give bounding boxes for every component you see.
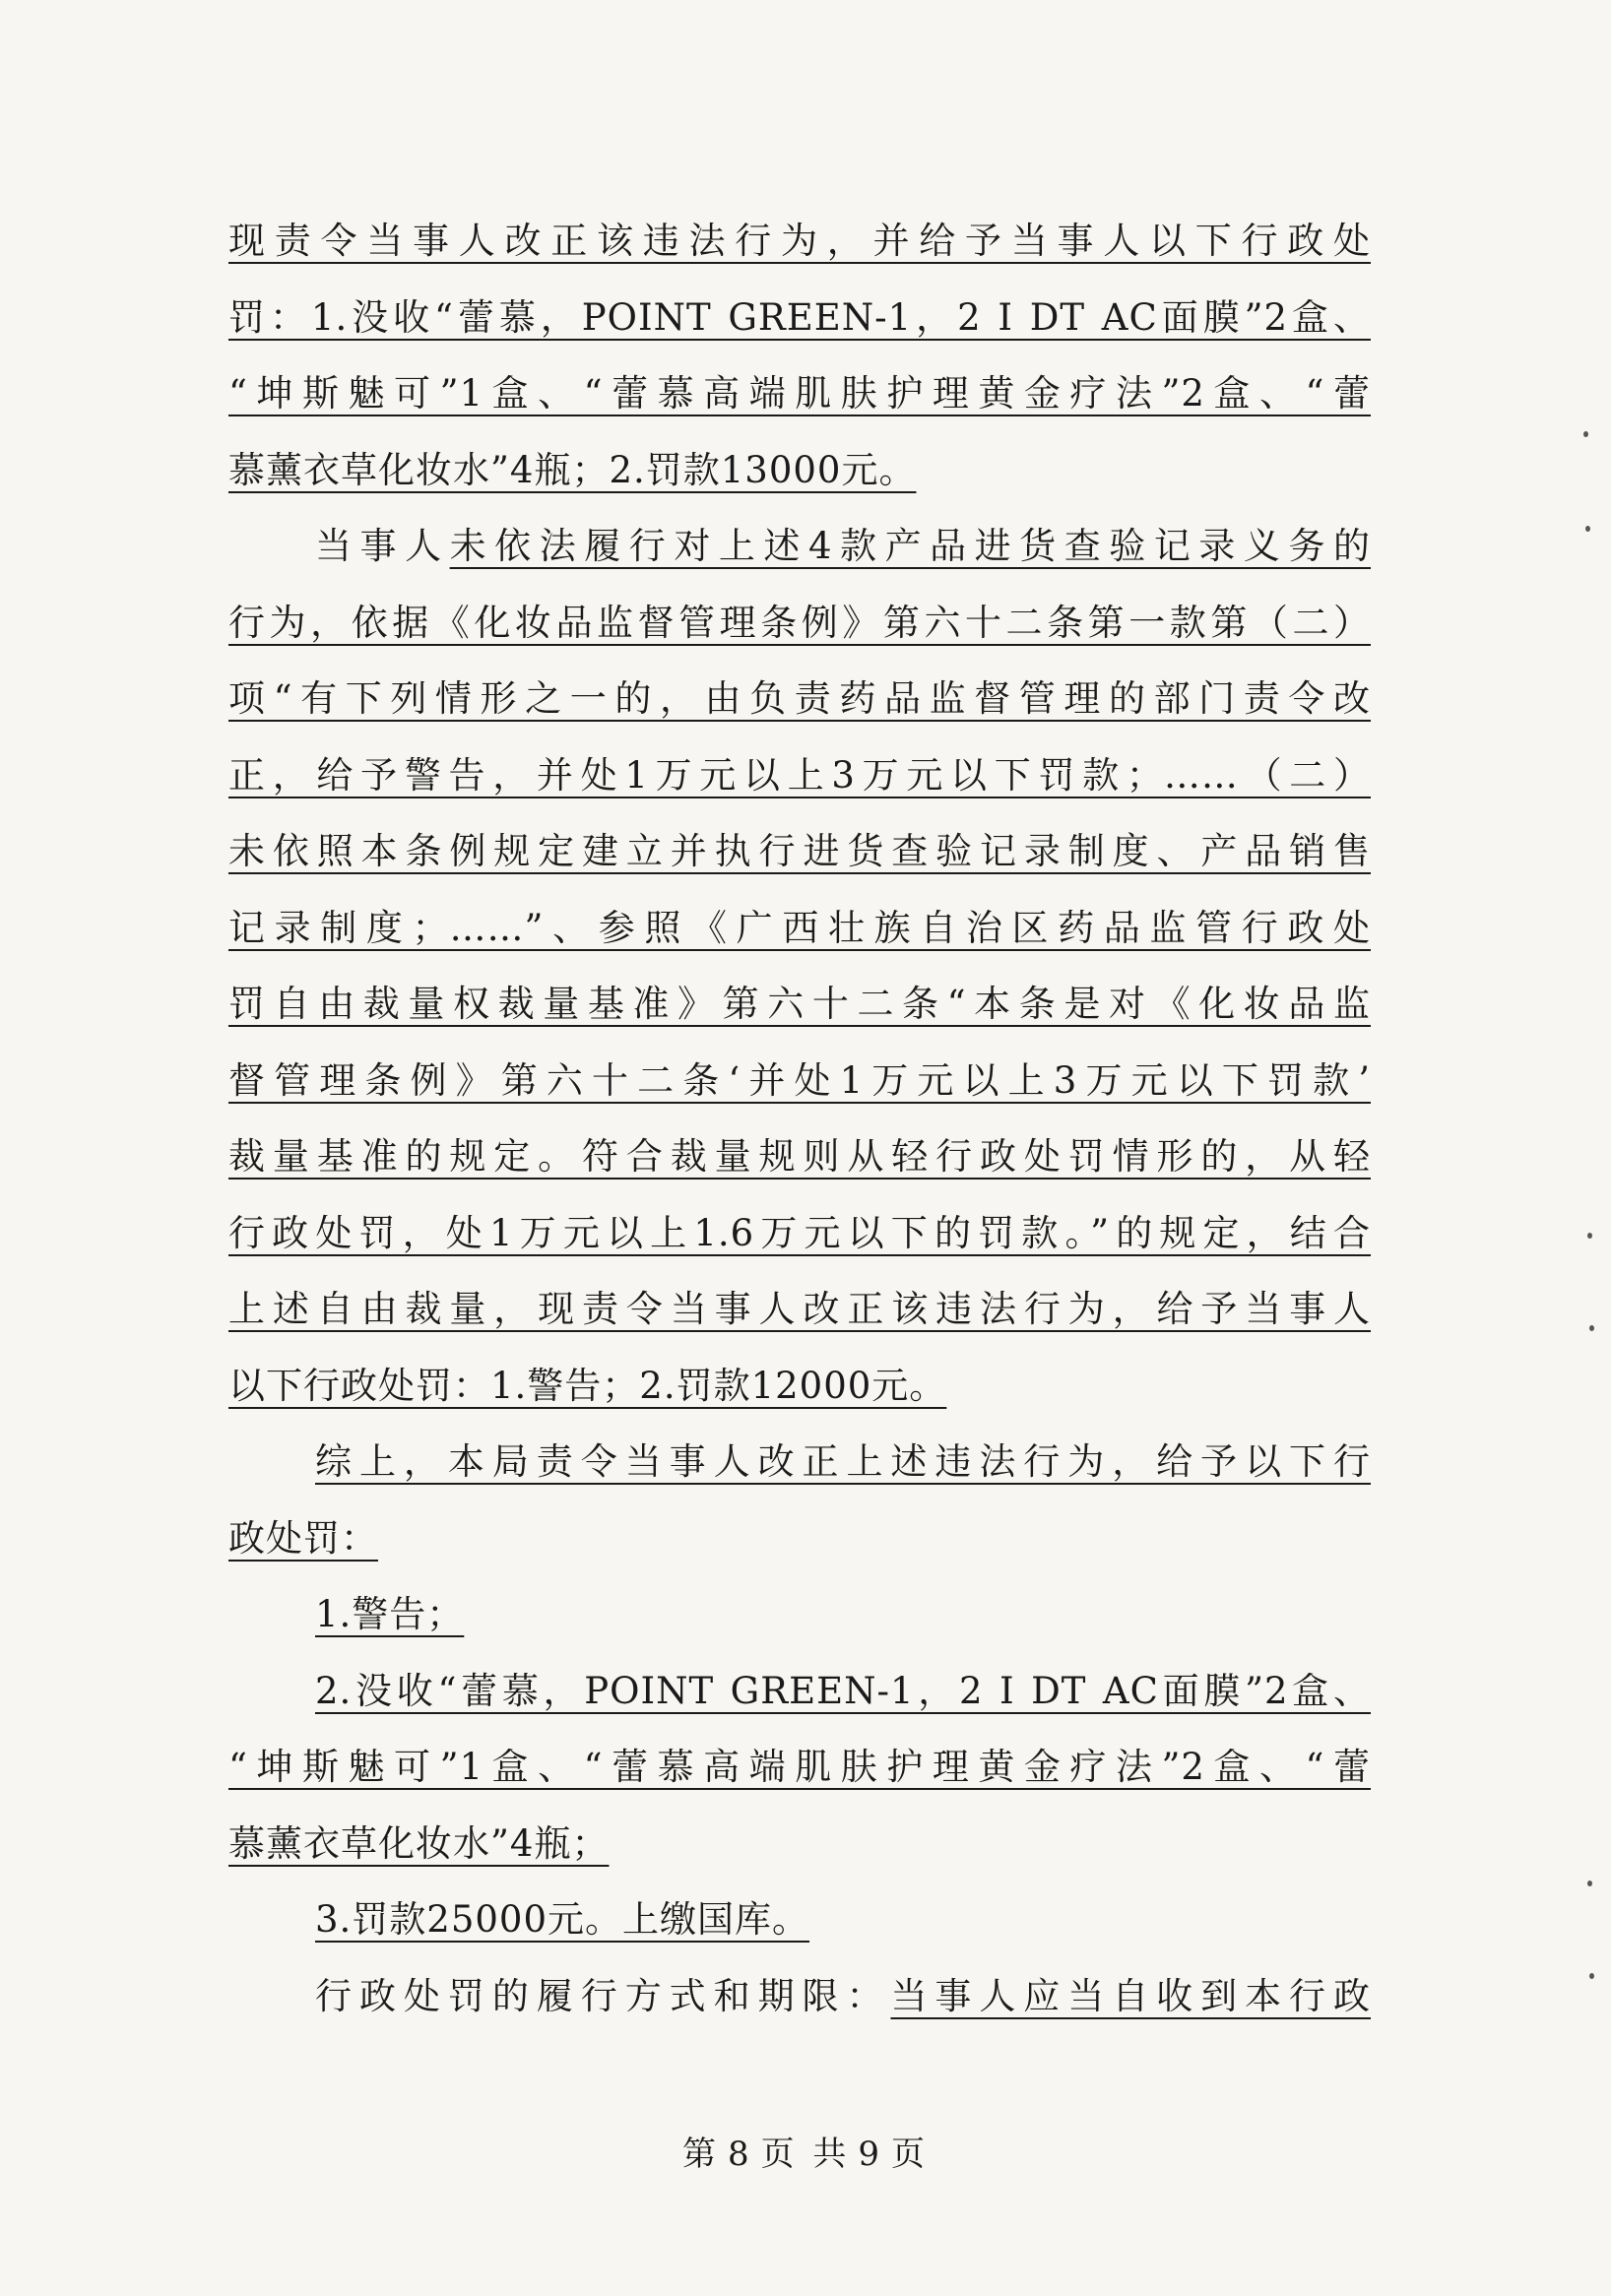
text-line-content: 现责令当事人改正该违法行为，并给予当事人以下行政处 [228, 220, 1371, 262]
text-line-content: 记录制度；……”、参照《广西壮族自治区药品监管行政处 [228, 906, 1371, 949]
text-line [228, 1195, 1371, 1272]
text-line [228, 1653, 1371, 1730]
text-line-content: 罚自由裁量权裁量基准》第六十二条“本条是对《化妆品监 [228, 983, 1371, 1025]
text-line [228, 813, 1371, 890]
text-line-prefix: 行政处罚的履行方式和期限： [315, 1974, 891, 2017]
text-line-content: 以下行政处罚：1.警告；2.罚款12000元。 [228, 1364, 947, 1407]
page-label-mid: 页 共 [760, 2135, 851, 2174]
page-label-prefix: 第 [681, 2135, 720, 2174]
text-line [228, 737, 1371, 814]
text-line-content: 督管理条例》第六十二条‘并处1万元以上3万元以下罚款’ [228, 1058, 1371, 1102]
text-line [228, 280, 1371, 356]
text-line [228, 1576, 1371, 1653]
page-label-suffix: 页 [891, 2135, 930, 2174]
document-body [228, 203, 1371, 2034]
text-line-content: 未依法履行对上述4款产品进货查验记录义务的 [449, 525, 1371, 567]
text-line-prefix: 当事人 [315, 525, 450, 567]
text-line-content: 慕薰衣草化妆水”4瓶；2.罚款13000元。 [228, 448, 917, 491]
text-line-content: 2.没收“蕾慕，POINT GREEN-1，2 I DT AC面膜”2盒、 [315, 1669, 1371, 1712]
text-line [228, 1881, 1371, 1958]
text-line-content: 项“有下列情形之一的，由负责药品监督管理的部门责令改 [228, 677, 1371, 720]
page-footer [0, 2127, 1611, 2175]
text-line [228, 661, 1371, 737]
text-line [228, 1271, 1371, 1348]
text-line-content: 未依照本条例规定建立并执行进货查验记录制度、产品销售 [228, 830, 1371, 872]
scan-speck [1585, 526, 1590, 532]
text-line [228, 355, 1371, 432]
current-page-number: 8 [727, 2135, 753, 2174]
scan-speck [1587, 1233, 1592, 1239]
text-line-content: “坤斯魅可”1盒、“蕾慕高端肌肤护理黄金疗法”2盒、“蕾 [228, 1746, 1371, 1788]
text-line-content: 1.警告； [315, 1593, 465, 1635]
text-line [228, 1729, 1371, 1806]
text-line-content: 正，给予警告，并处1万元以上3万元以下罚款；……（二） [228, 753, 1371, 797]
scan-speck [1589, 1973, 1594, 1979]
text-line-content: 3.罚款25000元。上缴国库。 [315, 1898, 810, 1941]
text-line [228, 432, 1371, 509]
text-line [228, 1118, 1371, 1195]
scan-speck [1583, 431, 1588, 437]
text-line-content: 行为，依据《化妆品监督管理条例》第六十二条第一款第（二） [228, 601, 1371, 644]
text-line [228, 585, 1371, 662]
text-line [228, 203, 1371, 280]
text-line-content: 裁量基准的规定。符合裁量规则从轻行政处罚情形的，从轻 [228, 1135, 1371, 1178]
text-line [228, 890, 1371, 967]
text-line [228, 966, 1371, 1043]
text-line-content: 行政处罚，处1万元以上1.6万元以下的罚款。”的规定，结合 [228, 1211, 1371, 1254]
text-line-content: 政处罚： [228, 1516, 378, 1560]
text-line [228, 1958, 1371, 2035]
text-line [228, 1806, 1371, 1882]
text-line-content: 罚：1.没收“蕾慕，POINT GREEN-1，2 I DT AC面膜”2盒、 [228, 295, 1371, 339]
text-line-content: 综上，本局责令当事人改正上述违法行为，给予以下行 [315, 1440, 1371, 1483]
text-line-content: “坤斯魅可”1盒、“蕾慕高端肌肤护理黄金疗法”2盒、“蕾 [228, 372, 1371, 415]
text-line [228, 1424, 1371, 1500]
text-line [228, 508, 1371, 585]
scan-speck [1589, 1325, 1594, 1331]
text-line [228, 1500, 1371, 1577]
scan-speck [1587, 1881, 1592, 1886]
total-pages-number: 9 [858, 2135, 884, 2174]
text-line [228, 1043, 1371, 1119]
text-line [228, 1348, 1371, 1425]
text-line-content: 上述自由裁量，现责令当事人改正该违法行为，给予当事人 [228, 1288, 1371, 1330]
text-line-content: 当事人应当自收到本行政 [890, 1974, 1371, 2017]
text-line-content: 慕薰衣草化妆水”4瓶； [228, 1821, 610, 1865]
